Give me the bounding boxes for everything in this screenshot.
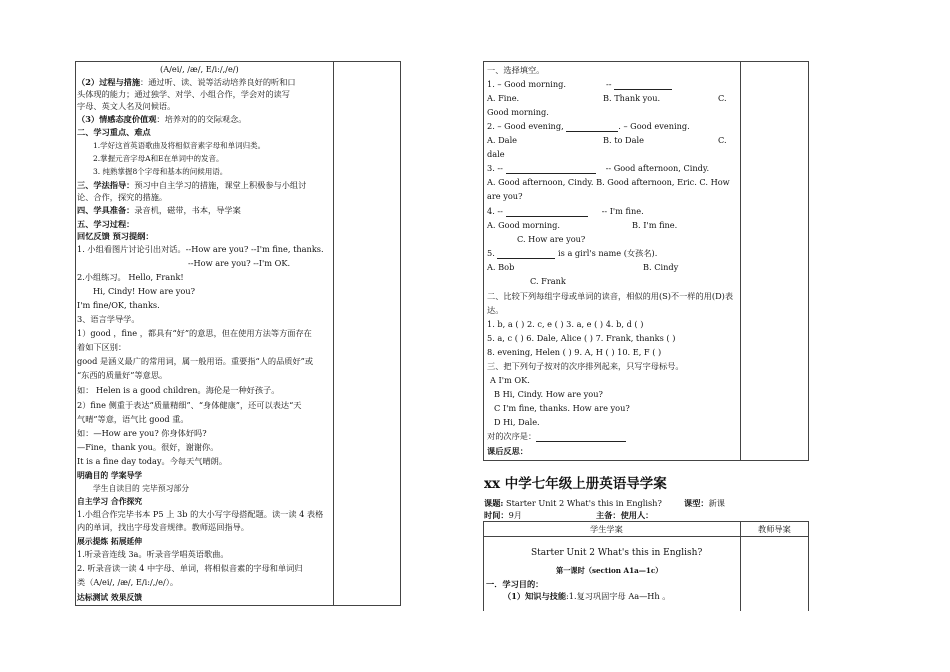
q4-prefix: 4. -- [487, 206, 506, 216]
q1-option-c-text: Good morning. [487, 107, 549, 117]
q3-options: A. Good afternoon, Cindy. B. Good afternoon, Eric. C. How [487, 177, 730, 187]
time-text: 9月 [508, 510, 522, 520]
process-label: （2）过程与措施 [77, 77, 141, 87]
q4-option-b: B. I'm fine. [632, 220, 678, 230]
q2-text-b: . – Good evening. [618, 121, 690, 131]
right-table-right-border [808, 61, 809, 461]
grammar-7: It is a fine day today。今每天气晴朗。 [77, 456, 228, 466]
grammar-2a: good 是涵义最广的常用词，属一般用语。重要指“人的品质好”或 [77, 356, 314, 366]
q3-response: -- Good afternoon, Cindy. [605, 163, 710, 173]
time-label: 时间： [484, 510, 509, 520]
grammar-1a: 1）good ，fine ，都具有“好”的意思，但在使用方法等方面存在 [77, 328, 312, 338]
section-3-text-2: 论、合作，探究的措施。 [77, 192, 168, 202]
section-2-instruction-b: 达。 [487, 305, 504, 315]
review-item-2: 2.小组练习。 Hello, Frank! [77, 272, 184, 282]
type-text: 新课 [708, 498, 725, 508]
self-study-title: 自主学习 合作探究 [77, 497, 143, 506]
right-table-left-border [483, 61, 484, 461]
goal-title: 明确目的 学案导学 [77, 471, 143, 480]
grammar-6: —Fine，thank you。很好，谢谢你。 [77, 442, 219, 452]
q1-option-a: A. Fine. [487, 93, 520, 103]
topic-label: 课题: [484, 498, 504, 508]
grammar-2b: “东西的质量好”等意思。 [77, 370, 168, 380]
section-4-text: 录音机，磁带，书本，导学案 [134, 205, 241, 215]
grammar-5: 如：—How are you? 你身体好吗? [77, 428, 207, 438]
review-title: 回忆反馈 预习提纲： [77, 231, 154, 241]
lower-table-left-border [483, 521, 484, 611]
process-text: ：通过听、读、说等活动培养良好的听和口 [140, 77, 296, 87]
knowledge-label: （1）知识与技能 [503, 591, 567, 601]
section-3-text: 预习中自主学习的措施，课堂上积极参与小组讨 [134, 180, 307, 190]
lower-table-right-border [808, 521, 809, 611]
q2-blank[interactable] [566, 122, 618, 132]
left-table-bottom-border [75, 605, 401, 606]
self-study-2: 内的单词，找出字母发音规律。教师巡回指导。 [77, 522, 249, 532]
review-item-3: 3、语言学导学。 [77, 314, 140, 324]
q5-option-b: B. Cindy [643, 262, 679, 272]
review-item-2b: Hi, Cindy! How are you? [93, 286, 196, 296]
emotion-label: （3）情感态度价值观 [77, 114, 157, 124]
q4-option-c: C. How are you? [517, 234, 586, 244]
objectives-title: 一．学习目的： [486, 579, 544, 589]
q5-blank[interactable] [497, 249, 555, 259]
show-3: 类（A/ei/, /æ/, E/i:/,/e/）。 [77, 577, 179, 587]
section-2-title: 二、学习重点、难点 [77, 127, 151, 137]
grammar-4b: 气晴”等意，语气比 good 重。 [77, 414, 189, 424]
q1-text: 1. – Good morning. [487, 79, 566, 89]
q4-blank[interactable] [506, 207, 588, 217]
editor-label: 主备：使用人： [596, 510, 654, 520]
lower-table-column-divider [740, 521, 741, 611]
q3-blank[interactable] [506, 164, 596, 174]
topic-text: Starter Unit 2 What's this in English? [506, 498, 662, 508]
show-1: 1.听录音连线 3a。听录音学唱英语歌曲。 [77, 549, 229, 559]
section-3-label: 三、学法指导： [77, 180, 135, 190]
test-title: 达标测试 效果反馈 [77, 593, 143, 602]
q1-prefix: -- [605, 79, 615, 89]
q5-text: is a girl's name (女孩名). [555, 248, 658, 258]
review-item-2c: I'm fine/OK, thanks. [77, 300, 160, 310]
right-table-column-divider [740, 61, 741, 461]
column-teacher: 教师导案 [758, 524, 791, 534]
grammar-4a: 2）fine 侧重于表达“质量精细”、“身体健康”，还可以表达“天 [77, 400, 302, 410]
grammar-1b: 着如下区别： [77, 342, 127, 352]
exercise-1-title: 一、选择填空。 [487, 65, 545, 75]
q4-response: -- I'm fine. [601, 206, 644, 216]
q2-option-c: C. [718, 135, 727, 145]
q2-option-a: A. Dale [487, 135, 518, 145]
order-item-b: B Hi, Cindy. How are you? [494, 389, 603, 399]
knowledge-text: :1.复习巩固字母 Aa—Hh 。 [566, 591, 671, 601]
worksheet-title: xx 中学七年级上册英语导学案 [484, 476, 667, 492]
q2-text: 2. – Good evening, [487, 121, 567, 131]
show-title: 展示提炼 拓展延伸 [77, 537, 143, 546]
q5-option-a: A. Bob [487, 262, 515, 272]
review-item-1: 1. 小组看图片讨论引出对话。--How are you? --I'm fine, thanks. [77, 244, 324, 254]
lesson-label: 第一课时（section A1a—1c） [556, 566, 663, 575]
emotion-text: ：培养对的的交际观念。 [156, 114, 247, 124]
left-table-right-border [400, 61, 401, 606]
key-point-2: 2.掌握元音字母A和E在单词中的发音。 [93, 154, 224, 163]
right-table-top-border [483, 61, 809, 62]
left-table-left-border [75, 61, 76, 606]
process-text-3: 字母、英文人名及问候语。 [77, 101, 176, 111]
show-2: 2. 听录音读一读 4 中字母、单词，将相似音素的字母和单词归 [77, 563, 303, 573]
pronunciation-row-1: 1. b, a ( ) 2. c, e ( ) 3. a, e ( ) 4. b, d ( ) [487, 319, 644, 329]
q2-option-c-text: dale [487, 149, 505, 159]
order-item-c: C I'm fine, thanks. How are you? [494, 403, 630, 413]
q5-prefix: 5. [487, 248, 498, 258]
process-text-2: 头体现的能力；通过独学、对学、小组合作，学会对的读写 [77, 89, 290, 99]
q2-option-b: B. to Dale [603, 135, 644, 145]
grammar-3: 如： Helen is a good children。海伦是一种好孩子。 [77, 385, 280, 395]
left-table-column-divider [333, 61, 334, 606]
q3-options-cont: are you? [487, 191, 523, 201]
q1-blank[interactable] [614, 80, 672, 90]
section-2-instruction: 二、比较下列每组字母或单词的读音，相似的用(S)不一样的用(D)表 [487, 291, 734, 301]
column-student: 学生学案 [590, 524, 623, 534]
key-point-1: 1.学好这首英语歌曲及将相似音素字母和单词归类。 [93, 141, 266, 150]
q5-option-c: C. Frank [530, 276, 566, 286]
key-point-3: 3. 纯熟掌握8个字母和基本的问候用语。 [93, 167, 228, 176]
q4-option-a: A. Good morning. [487, 220, 560, 230]
review-item-1b: --How are you? --I'm OK. [188, 258, 291, 268]
pronunciation-row-2: 5. a, c ( ) 6. Dale, Alice ( ) 7. Frank, thanks ( ) [487, 333, 676, 343]
q1-option-c: C. [718, 93, 727, 103]
right-table-bottom-border [483, 460, 809, 461]
goal-sub: 学生自读目的 完毕预习部分 [93, 484, 190, 493]
order-label: 对的次序是： [487, 431, 537, 441]
self-study-1: 1.小组合作完毕书本 P5 上 3b 的大小写字母搭配题。读一读 4 表格 [77, 509, 324, 519]
phonetics-line: (A/ei/, /æ/, E/i:/,/e/) [160, 64, 239, 74]
order-item-a: A I'm OK. [490, 375, 530, 385]
type-label: 课型： [684, 498, 709, 508]
section-4-label: 四、学具准备： [77, 205, 135, 215]
q1-option-b: B. Thank you. [603, 93, 661, 103]
left-table-top-border [75, 61, 401, 62]
order-item-d: D Hi, Dale. [494, 417, 540, 427]
section-3-instruction: 三、把下列句子按对的次序排列起来，只写字母标号。 [487, 361, 684, 371]
lower-table-top-border [483, 521, 809, 522]
section-5-title: 五、学习过程： [77, 219, 135, 229]
order-blank[interactable] [536, 432, 626, 442]
lower-table-header-divider [483, 536, 809, 537]
pronunciation-row-3: 8. evening, Helen ( ) 9. A, H ( ) 10. E, F ( ) [487, 347, 662, 357]
unit-title: Starter Unit 2 What's this in English? [531, 548, 703, 558]
reflection-label: 课后反思： [487, 446, 528, 456]
q3-prefix: 3. -- [487, 163, 506, 173]
